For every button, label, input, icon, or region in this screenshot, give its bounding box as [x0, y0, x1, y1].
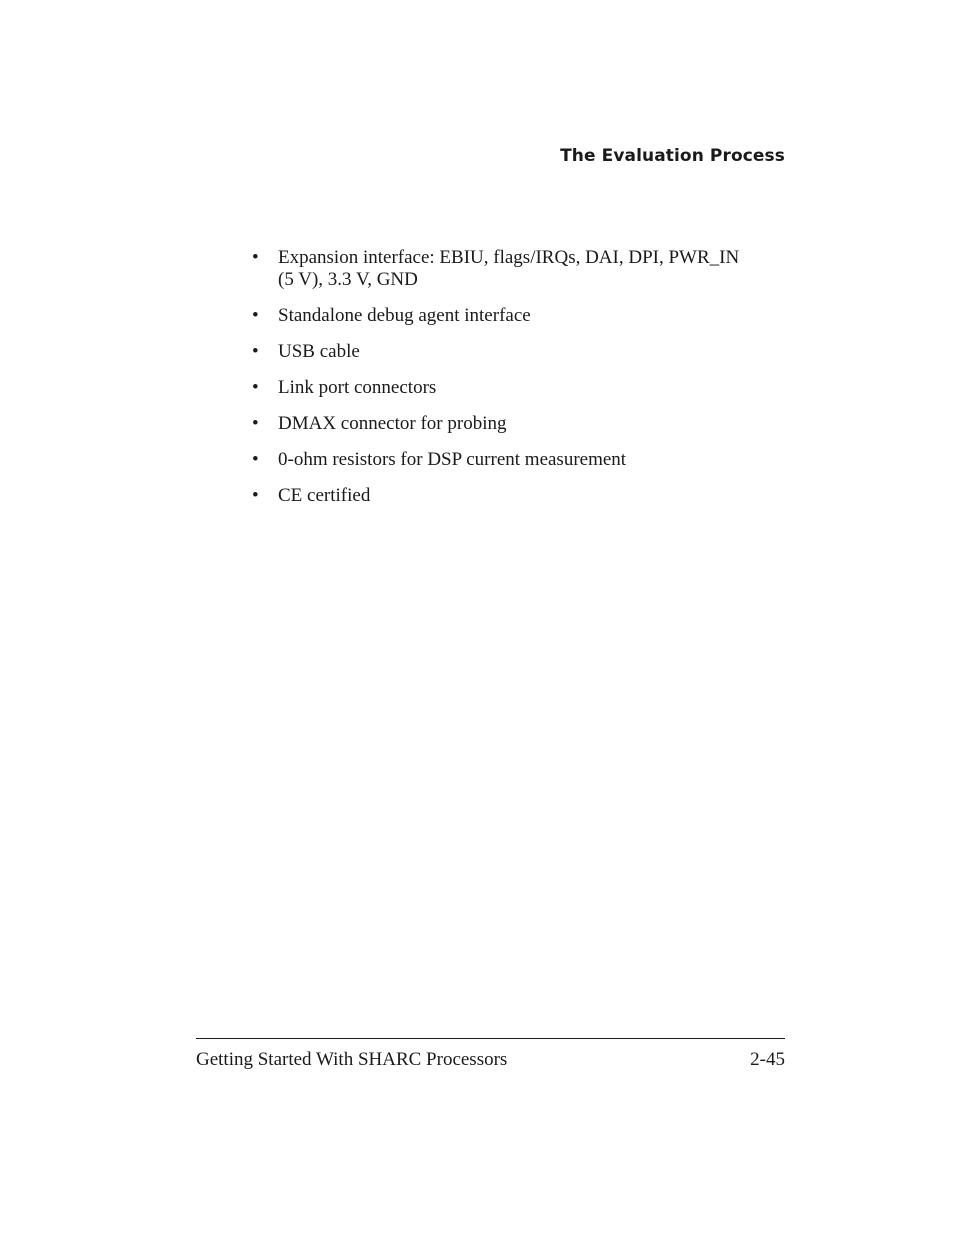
list-item [252, 449, 752, 471]
bullet-icon: • [252, 341, 259, 362]
bullet-icon: • [252, 485, 259, 506]
list-item-text: CE certified [278, 485, 371, 506]
list-item-text: 0-ohm resistors for DSP current measurement [278, 449, 627, 470]
page-footer [196, 1048, 785, 1072]
list-item [252, 305, 752, 327]
list-item [252, 341, 752, 363]
list-item [252, 377, 752, 399]
bullet-icon: • [252, 247, 259, 268]
list-item-text: USB cable [278, 341, 360, 362]
list-item-text: Expansion interface: EBIU, flags/IRQs, DAI, DPI, PWR_IN [278, 247, 740, 268]
section-title: The Evaluation Process [560, 146, 785, 166]
footer-book-title: Getting Started With SHARC Processors [196, 1049, 508, 1070]
list-item [252, 413, 752, 435]
bullet-icon: • [252, 449, 259, 470]
footer-divider [196, 1038, 785, 1039]
list-item-text: Link port connectors [278, 377, 437, 398]
bullet-icon: • [252, 413, 259, 434]
bullet-icon: • [252, 305, 259, 326]
bullet-icon: • [252, 377, 259, 398]
list-item [252, 247, 752, 291]
list-item-text: DMAX connector for probing [278, 413, 507, 434]
list-item [252, 485, 752, 507]
feature-list [252, 247, 752, 521]
list-item-text: (5 V), 3.3 V, GND [278, 269, 418, 290]
footer-page-number: 2-45 [750, 1049, 785, 1070]
list-item-text: Standalone debug agent interface [278, 305, 531, 326]
